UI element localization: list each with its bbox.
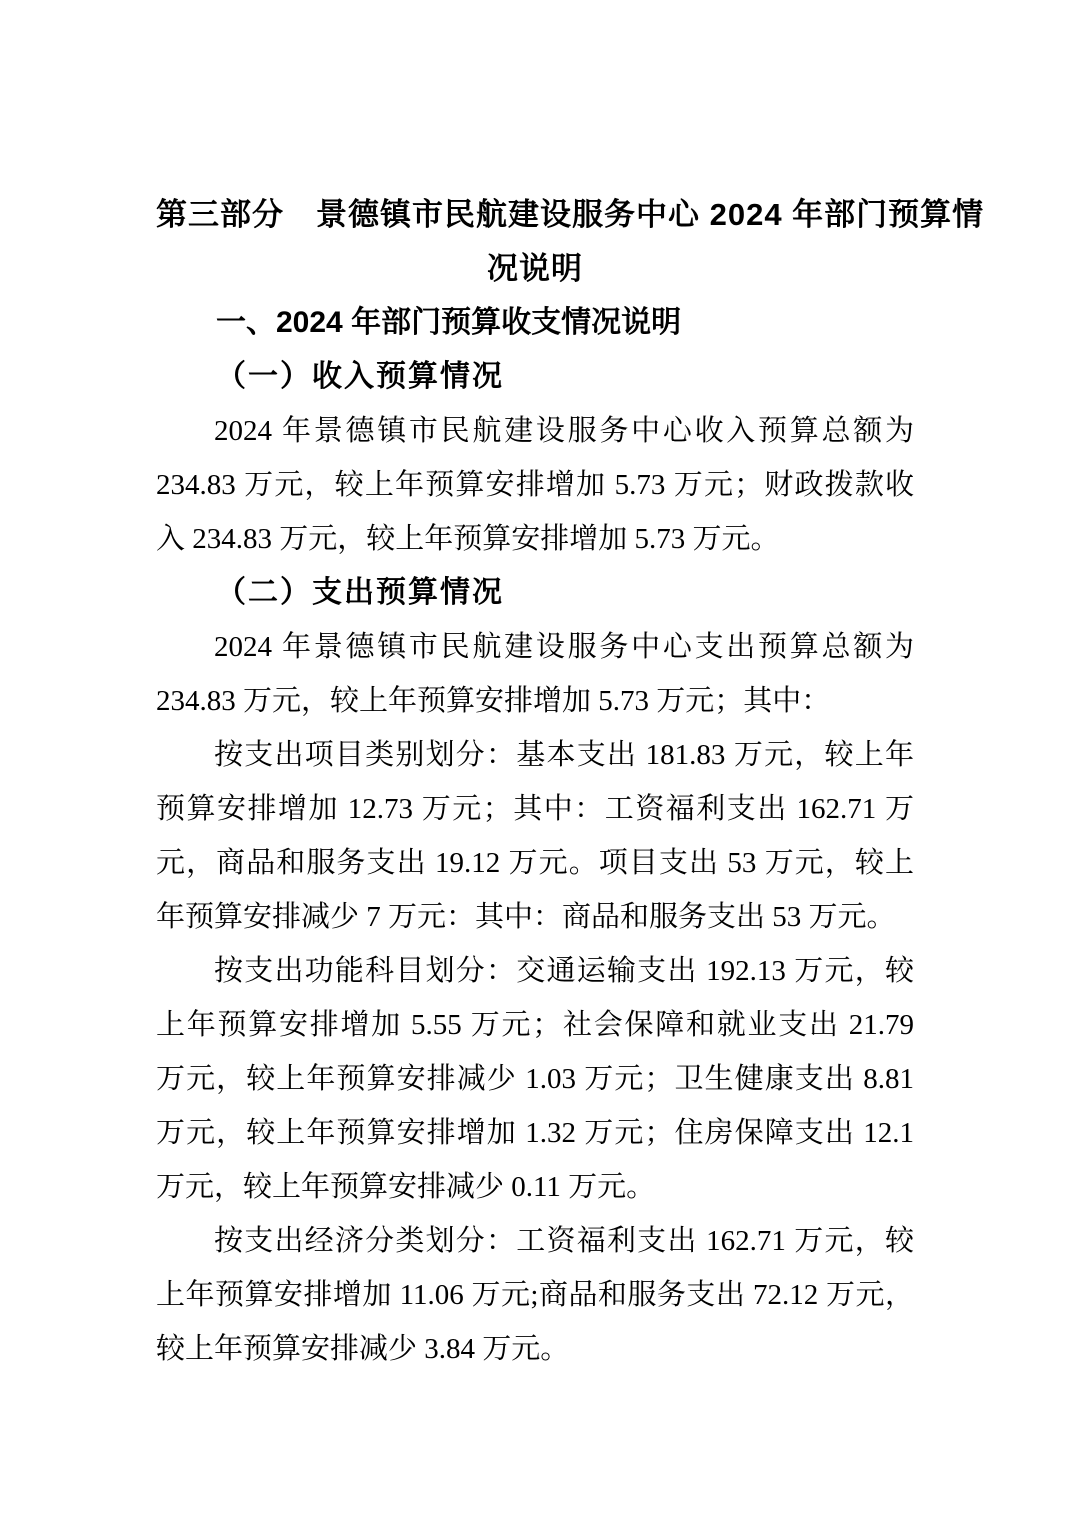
- expense-by-function-line-2: 上年预算安排增加 5.55 万元；社会保障和就业支出 21.79: [156, 1009, 914, 1041]
- income-paragraph-line-2: 234.83 万元，较上年预算安排增加 5.73 万元；财政拨款收: [156, 469, 914, 501]
- document-title-line-2: 况说明: [487, 251, 583, 286]
- expense-total-line-1: 2024 年景德镇市民航建设服务中心支出预算总额为: [214, 631, 914, 663]
- expense-by-item-line-4: 年预算安排减少 7 万元：其中：商品和服务支出 53 万元。: [156, 901, 896, 933]
- expense-by-function-line-4: 万元，较上年预算安排增加 1.32 万元；住房保障支出 12.1: [156, 1117, 914, 1149]
- expense-by-function-line-3: 万元，较上年预算安排减少 1.03 万元；卫生健康支出 8.81: [156, 1063, 914, 1095]
- expense-by-economic-line-2: 上年预算安排增加 11.06 万元;商品和服务支出 72.12 万元，: [156, 1279, 914, 1311]
- document-title-line-1: 第三部分 景德镇市民航建设服务中心 2024 年部门预算情: [156, 197, 985, 232]
- expense-by-economic-line-3: 较上年预算安排减少 3.84 万元。: [156, 1333, 570, 1365]
- expense-by-item-line-2: 预算安排增加 12.73 万元；其中：工资福利支出 162.71 万: [156, 793, 914, 825]
- document-content: [156, 188, 985, 1376]
- income-paragraph-line-3: 入 234.83 万元，较上年预算安排增加 5.73 万元。: [156, 523, 780, 555]
- expense-total-line-2: 234.83 万元，较上年预算安排增加 5.73 万元；其中：: [156, 685, 831, 717]
- section-heading: 一、2024 年部门预算收支情况说明: [216, 306, 682, 339]
- expense-by-item-line-3: 元，商品和服务支出 19.12 万元。项目支出 53 万元，较上: [156, 847, 914, 879]
- expense-by-item-line-1: 按支出项目类别划分：基本支出 181.83 万元，较上年: [214, 739, 914, 771]
- expense-subheading: （二）支出预算情况: [216, 576, 504, 609]
- income-subheading: （一）收入预算情况: [216, 360, 504, 393]
- expense-by-economic-line-1: 按支出经济分类划分：工资福利支出 162.71 万元，较: [214, 1225, 914, 1257]
- expense-by-function-line-1: 按支出功能科目划分：交通运输支出 192.13 万元，较: [214, 955, 914, 987]
- expense-by-function-line-5: 万元，较上年预算安排减少 0.11 万元。: [156, 1171, 656, 1203]
- income-paragraph-line-1: 2024 年景德镇市民航建设服务中心收入预算总额为: [214, 415, 914, 447]
